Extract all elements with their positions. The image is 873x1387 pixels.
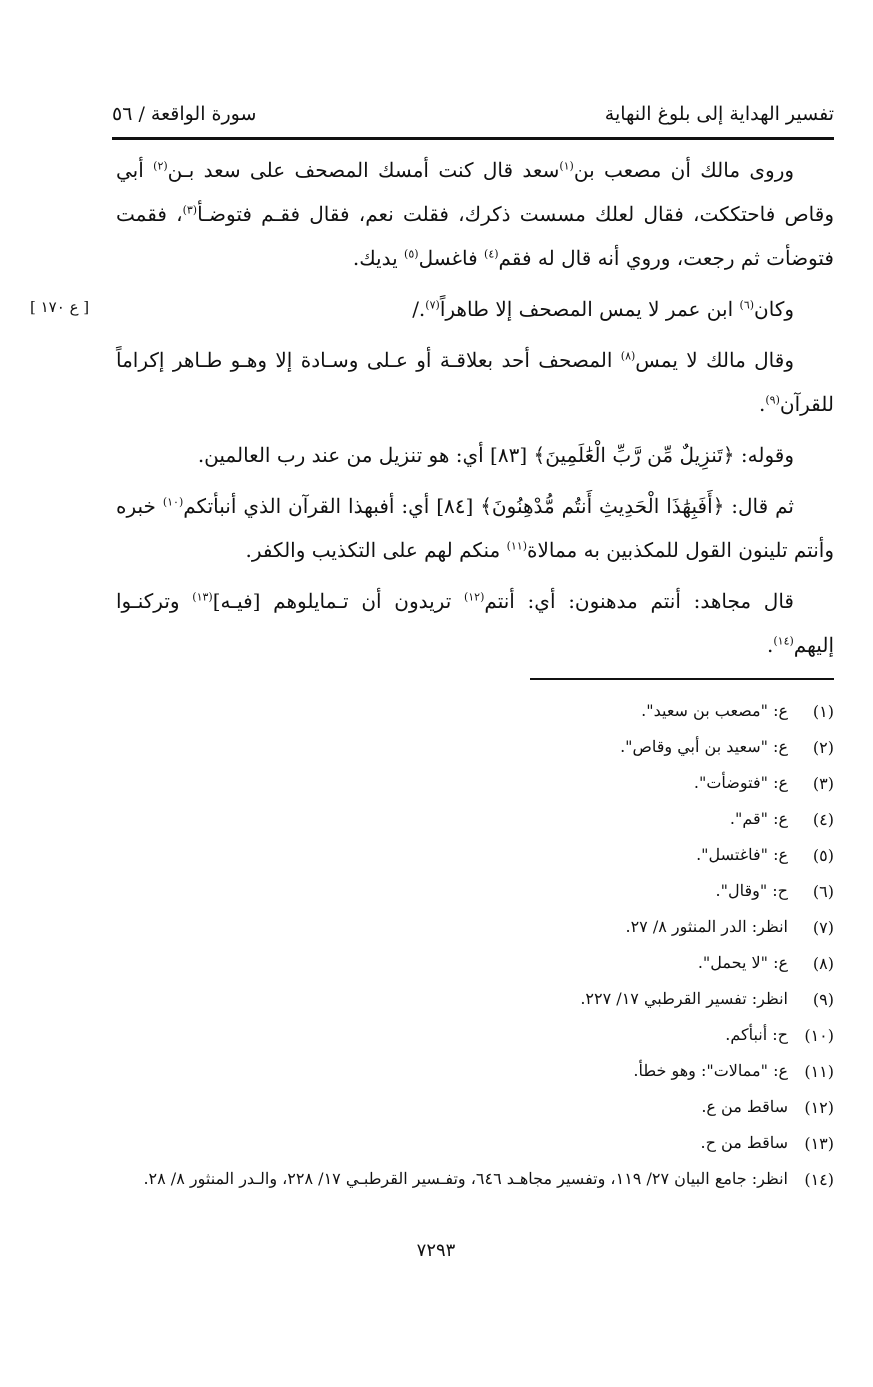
paragraph-malik-narration <box>116 148 834 280</box>
text-run: وتركنـوا إليهم <box>116 589 834 657</box>
running-header <box>112 95 834 135</box>
paragraph-ibn-umar <box>116 287 834 331</box>
footnote-text: ح: أنبأكم. <box>725 1025 788 1044</box>
text-run: . <box>767 633 774 657</box>
text-run: ./ <box>412 297 426 321</box>
paragraph-malik-ruling <box>116 338 834 426</box>
footnote <box>120 874 834 910</box>
text-run: يديك. <box>352 246 405 270</box>
footnote <box>120 730 834 766</box>
footnote <box>120 1090 834 1126</box>
text-run: . <box>759 392 766 416</box>
paragraph-verse-83 <box>116 433 834 477</box>
text-run: وروى مالك أن مصعب بن <box>573 158 795 182</box>
page-number: ٧٢٩٣ <box>416 1240 456 1261</box>
footnote-number: (٤) <box>812 810 834 829</box>
text-run: ، فقمت فتوضأت ثم رجعت، وروي أنه قال له فقم <box>116 202 834 270</box>
footnote-number: (٣) <box>812 774 834 793</box>
text-run: خبره وأنتم تلينون القول للمكذبين به ممالاة <box>116 494 834 562</box>
footnote-ref: (٩) <box>765 393 780 407</box>
footnote-number: (٧) <box>812 918 834 937</box>
text-run: المصحف أحد بعلاقـة أو عـلى وسـادة إلا وهـو طـاهر إكراماً للقرآن <box>116 348 834 416</box>
footnote-text: ع: "سعيد بن أبي وقاص". <box>620 737 788 756</box>
footnote-ref: (١١) <box>506 539 527 553</box>
text-run: فاغسل <box>418 246 485 270</box>
footnote-text: ساقط من ع. <box>701 1097 788 1116</box>
footnote-number: (٩) <box>812 990 834 1009</box>
text-run: أبي وقاص فاحتككت، فقال لعلك مسست ذكرك، فقلت نعم، فقال فقـم فتوضـأ <box>116 158 834 226</box>
footnote <box>120 766 834 802</box>
footnote-number: (٢) <box>812 738 834 757</box>
footnote <box>120 982 834 1018</box>
footnote-text: ع: "قم". <box>729 809 788 828</box>
footnote-number: (١) <box>812 702 834 721</box>
footnote-number: (٨) <box>812 954 834 973</box>
footnote-ref: (١٢) <box>463 590 485 604</box>
footnote <box>120 946 834 982</box>
footnote-text: ع: "لا يحمل". <box>697 953 788 972</box>
footnote-text: انظر: جامع البيان ٢٧/ ١١٩، وتفسير مجاهـد ٦٤٦، وتفـسير القرطبـي ١٧/ ٢٢٨، والـدر المنثور ٨/ ٢٨. <box>143 1169 788 1188</box>
footnote-ref: (٦) <box>739 298 755 312</box>
footnote-number: (١٢) <box>804 1098 834 1117</box>
paragraph-mujahid <box>116 579 834 667</box>
footnote-ref: (٧) <box>425 298 440 312</box>
text-run: وقوله: ﴿تَنزِيلٌ مِّن رَّبِّ الْعَٰلَمِينَ﴾ [٨٣] أي: هو تنزيل من عند رب العالمين. <box>197 443 794 467</box>
surah-label: سورة الواقعة / ٥٦ <box>112 103 257 125</box>
footnote <box>120 802 834 838</box>
footnote-ref: (١) <box>559 159 574 173</box>
footnote-text: ع: "فتوضأت". <box>693 773 788 792</box>
footnote-number: (١٤) <box>804 1170 834 1189</box>
footnote-number: (١٣) <box>804 1134 834 1153</box>
footnote-text: ساقط من ح. <box>700 1133 788 1152</box>
footnote-ref: (١٤) <box>773 634 794 648</box>
footnote <box>120 838 834 874</box>
footnote-number: (١٠) <box>804 1026 834 1045</box>
footnote-ref: (٥) <box>404 247 419 261</box>
book-title: تفسير الهداية إلى بلوغ النهاية <box>604 103 834 125</box>
footnote-text: انظر: تفسير القرطبي ١٧/ ٢٢٧. <box>580 989 788 1008</box>
text-run: ثم قال: ﴿أَفَبِهَٰذَا الْحَدِيثِ أَنتُم مُّدْهِنُونَ﴾ [٨٤] أي: أفبهذا القرآن الذي أنبأتكم <box>183 494 794 518</box>
footnote <box>120 694 834 730</box>
footnote-text: ع: "ممالات": وهو خطأ. <box>633 1061 788 1080</box>
footnote-number: (٦) <box>812 882 834 901</box>
text-run: قال مجاهد: أنتم مدهنون: أي: أنتم <box>484 589 794 613</box>
text-run: وكان <box>754 297 794 321</box>
text-run: سعد قال كنت أمسك المصحف على سعد بـن <box>167 158 560 182</box>
footnote-ref: (٢) <box>153 159 168 173</box>
footnote-text: ح: "وقال". <box>715 881 788 900</box>
footnote <box>120 1018 834 1054</box>
footnote <box>120 1126 834 1162</box>
paragraph-verse-84 <box>116 484 834 572</box>
footnote <box>120 1162 834 1198</box>
footnote-text: ع: "فاغتسل". <box>696 845 788 864</box>
header-divider <box>112 137 834 140</box>
footnote-text: ع: "مصعب بن سعيد". <box>641 701 788 720</box>
footnote <box>120 1054 834 1090</box>
footnote-ref: (٣) <box>182 203 198 217</box>
text-run: تريدون أن تـمايلوهم [فيـه] <box>212 589 464 613</box>
text-run: وقال مالك لا يمس <box>635 348 794 372</box>
footnote-ref: (١٠) <box>162 495 184 509</box>
text-run: ابن عمر لا يمس المصحف إلا طاهراً <box>439 297 740 321</box>
footnote-text: انظر: الدر المنثور ٨/ ٢٧. <box>625 917 788 936</box>
footnote-ref: (١٣) <box>192 590 213 604</box>
footnote-number: (١١) <box>804 1062 834 1081</box>
footnote <box>120 910 834 946</box>
footnote-divider <box>530 678 834 680</box>
footnotes-list <box>120 694 834 1198</box>
text-run: منكم لهم على التكذيب والكفر. <box>245 538 507 562</box>
footnote-ref: (٤) <box>484 247 499 261</box>
footnote-number: (٥) <box>812 846 834 865</box>
footnote-ref: (٨) <box>620 349 636 363</box>
main-text <box>116 148 834 674</box>
manuscript-folio-marker: [ ع ١٧٠ ] <box>30 298 90 316</box>
